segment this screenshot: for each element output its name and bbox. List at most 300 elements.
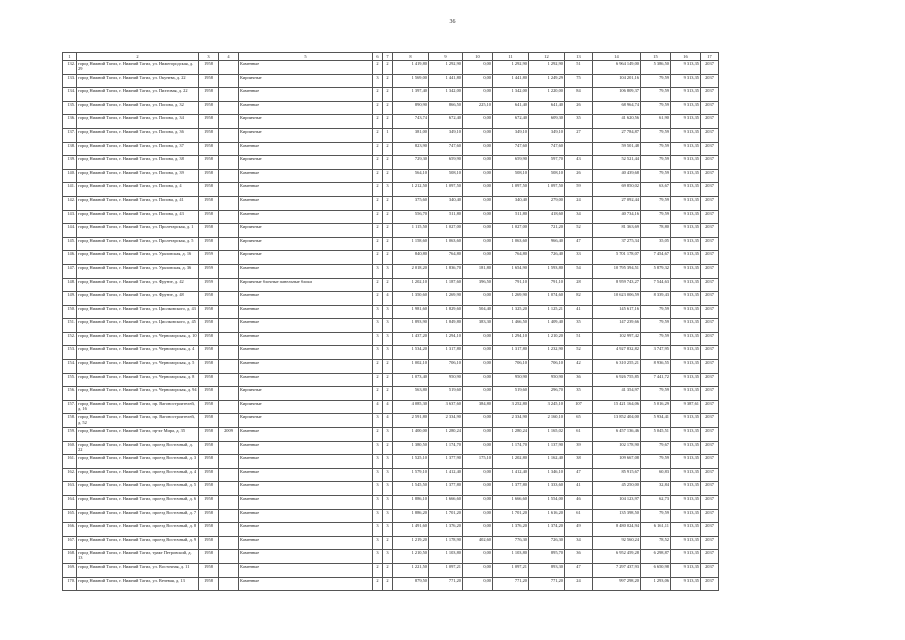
residents-cell: 27 bbox=[565, 128, 593, 142]
nonresidential-area-cell: 402,60 bbox=[463, 536, 493, 550]
row-number-cell: 165. bbox=[63, 509, 77, 523]
residents-cell: 34 bbox=[565, 210, 593, 224]
private-area-cell: 1 249,29 bbox=[529, 74, 565, 88]
repair-cost-cell: 40 439,68 bbox=[593, 169, 641, 183]
address-cell: город Нижний Тагил, г. Нижний Тагил, ул. Черноморская, д. 5 bbox=[77, 360, 199, 374]
residential-area-cell: 659,90 bbox=[493, 156, 529, 170]
wall-material-cell: Каменные bbox=[239, 61, 373, 75]
premises-area-cell: 1 187,60 bbox=[429, 278, 463, 292]
unit-cost-cell: 79,59 bbox=[641, 101, 671, 115]
build-year-cell: 1958 bbox=[199, 536, 219, 550]
premises-area-cell: 1 701,20 bbox=[429, 509, 463, 523]
unit-cost-cell: 79,59 bbox=[641, 169, 671, 183]
residents-cell: 52 bbox=[565, 346, 593, 360]
total-area-cell: 1 545,50 bbox=[393, 482, 429, 496]
total-area-cell: 1 210,50 bbox=[393, 550, 429, 564]
wall-material-cell: Каменные bbox=[239, 482, 373, 496]
premises-area-cell: 950,90 bbox=[429, 373, 463, 387]
floors-cell: 3 bbox=[373, 523, 383, 537]
unit-cost-cell: 79,59 bbox=[641, 74, 671, 88]
build-year-cell: 1958 bbox=[199, 496, 219, 510]
nonresidential-area-cell: 0,00 bbox=[463, 237, 493, 251]
wall-material-cell: Кирпичные bbox=[239, 74, 373, 88]
wall-material-cell: Кирпичные bbox=[239, 251, 373, 265]
total-area-cell: 1 202,10 bbox=[393, 278, 429, 292]
planned-year-cell: 2037 bbox=[701, 251, 719, 265]
residential-area-cell: 1 174,70 bbox=[493, 441, 529, 455]
planned-year-cell: 2037 bbox=[701, 482, 719, 496]
wall-material-cell: Каменные bbox=[239, 360, 373, 374]
address-cell: город Нижний Тагил, г. Нижний Тагил, ул. Окунева, д. 22 bbox=[77, 74, 199, 88]
residential-area-cell: 1 063,60 bbox=[493, 237, 529, 251]
wall-material-cell: Кирпичные bbox=[239, 400, 373, 414]
residential-area-cell: 1 654,90 bbox=[493, 264, 529, 278]
nonresidential-area-cell: 0,00 bbox=[463, 115, 493, 129]
nonresidential-area-cell: 181,80 bbox=[463, 264, 493, 278]
nonresidential-area-cell: 0,00 bbox=[463, 332, 493, 346]
entrances-cell: 3 bbox=[383, 455, 393, 469]
build-year-cell: 1958 bbox=[199, 292, 219, 306]
column-number: 16 bbox=[671, 53, 701, 61]
nonresidential-area-cell: 0,00 bbox=[463, 61, 493, 75]
address-cell: город Нижний Тагил, г. Нижний Тагил, ул. Попова, д. 43 bbox=[77, 210, 199, 224]
private-area-cell: 1 137,90 bbox=[529, 441, 565, 455]
premises-area-cell: 1 412,40 bbox=[429, 468, 463, 482]
wall-material-cell: Каменные bbox=[239, 468, 373, 482]
private-area-cell: 641,40 bbox=[529, 101, 565, 115]
column-number: 14 bbox=[593, 53, 641, 61]
nonresidential-area-cell: 0,00 bbox=[463, 210, 493, 224]
nonresidential-area-cell: 384,80 bbox=[463, 400, 493, 414]
nonresidential-area-cell: 0,00 bbox=[463, 414, 493, 428]
premises-area-cell: 1 294,10 bbox=[429, 332, 463, 346]
nonresidential-area-cell: 0,00 bbox=[463, 346, 493, 360]
build-year-cell: 1958 bbox=[199, 414, 219, 428]
unit-cost-cell: 6 298,87 bbox=[641, 550, 671, 564]
address-cell: город Нижний Тагил, г. Нижний Тагил, проезд Восточный, д. 4 bbox=[77, 468, 199, 482]
wall-material-cell: Каменные bbox=[239, 196, 373, 210]
entrances-cell: 3 bbox=[383, 509, 393, 523]
unit-cost-cell: 7 454,67 bbox=[641, 251, 671, 265]
max-unit-cost-cell: 9 313,35 bbox=[671, 536, 701, 550]
row-number-cell: 162. bbox=[63, 468, 77, 482]
repair-cost-cell: 59 501,48 bbox=[593, 142, 641, 156]
total-area-cell: 2 018,20 bbox=[393, 264, 429, 278]
total-area-cell: 375,60 bbox=[393, 196, 429, 210]
total-area-cell: 890,90 bbox=[393, 101, 429, 115]
wall-material-cell: Каменные bbox=[239, 428, 373, 442]
unit-cost-cell: 79,59 bbox=[641, 128, 671, 142]
repair-cost-cell: 104 123,97 bbox=[593, 496, 641, 510]
wall-material-cell: Каменные bbox=[239, 496, 373, 510]
floors-cell: 2 bbox=[373, 428, 383, 442]
unit-cost-cell: 5 879,32 bbox=[641, 264, 671, 278]
table-row bbox=[63, 523, 719, 537]
planned-year-cell: 2037 bbox=[701, 319, 719, 333]
residential-area-cell: 1 376,20 bbox=[493, 523, 529, 537]
build-year-cell: 1958 bbox=[199, 224, 219, 238]
reconstruction-year-cell bbox=[219, 373, 239, 387]
max-unit-cost-cell: 9 313,35 bbox=[671, 115, 701, 129]
max-unit-cost-cell: 9 313,35 bbox=[671, 156, 701, 170]
total-area-cell: 2 591,80 bbox=[393, 414, 429, 428]
reconstruction-year-cell bbox=[219, 128, 239, 142]
private-area-cell: 508,10 bbox=[529, 169, 565, 183]
max-unit-cost-cell: 9 313,35 bbox=[671, 88, 701, 102]
reconstruction-year-cell: 2009 bbox=[219, 428, 239, 442]
reconstruction-year-cell bbox=[219, 509, 239, 523]
reconstruction-year-cell bbox=[219, 101, 239, 115]
planned-year-cell: 2037 bbox=[701, 169, 719, 183]
planned-year-cell: 2037 bbox=[701, 101, 719, 115]
max-unit-cost-cell: 9 313,35 bbox=[671, 523, 701, 537]
entrances-cell: 2 bbox=[383, 360, 393, 374]
reconstruction-year-cell bbox=[219, 414, 239, 428]
row-number-cell: 166. bbox=[63, 523, 77, 537]
planned-year-cell: 2037 bbox=[701, 387, 719, 401]
column-number: 8 bbox=[393, 53, 429, 61]
total-area-cell: 1 158,60 bbox=[393, 237, 429, 251]
residential-area-cell: 764,80 bbox=[493, 251, 529, 265]
floors-cell: 2 bbox=[373, 128, 383, 142]
residential-area-cell: 771,20 bbox=[493, 577, 529, 591]
row-number-cell: 154. bbox=[63, 360, 77, 374]
max-unit-cost-cell: 9 313,35 bbox=[671, 319, 701, 333]
entrances-cell: 2 bbox=[383, 224, 393, 238]
private-area-cell: 771,20 bbox=[529, 577, 565, 591]
floors-cell: 3 bbox=[373, 74, 383, 88]
address-cell: город Нижний Тагил, г. Нижний Тагил, ул. Пролетарская, д. 1 bbox=[77, 224, 199, 238]
wall-material-cell: Каменные bbox=[239, 305, 373, 319]
total-area-cell: 1 115,50 bbox=[393, 224, 429, 238]
build-year-cell: 1959 bbox=[199, 264, 219, 278]
premises-area-cell: 511,80 bbox=[429, 210, 463, 224]
column-number: 17 bbox=[701, 53, 719, 61]
unit-cost-cell: 61,90 bbox=[641, 115, 671, 129]
residential-area-cell: 950,90 bbox=[493, 373, 529, 387]
max-unit-cost-cell: 9 313,35 bbox=[671, 482, 701, 496]
address-cell: город Нижний Тагил, г. Нижний Тагил, ул. Ураловская, д. 16 bbox=[77, 251, 199, 265]
unit-cost-cell: 60,83 bbox=[641, 468, 671, 482]
entrances-cell: 2 bbox=[383, 74, 393, 88]
nonresidential-area-cell: 0,00 bbox=[463, 523, 493, 537]
row-number-cell: 159. bbox=[63, 428, 77, 442]
premises-area-cell: 1 377,90 bbox=[429, 455, 463, 469]
max-unit-cost-cell: 9 313,35 bbox=[671, 210, 701, 224]
nonresidential-area-cell: 0,00 bbox=[463, 563, 493, 577]
unit-cost-cell: 8 339,43 bbox=[641, 292, 671, 306]
entrances-cell: 4 bbox=[383, 414, 393, 428]
repair-cost-cell: 102 997,42 bbox=[593, 332, 641, 346]
nonresidential-area-cell: 396,50 bbox=[463, 278, 493, 292]
row-number-cell: 169. bbox=[63, 563, 77, 577]
floors-cell: 2 bbox=[373, 88, 383, 102]
table-row bbox=[63, 563, 719, 577]
total-area-cell: 1 886,20 bbox=[393, 509, 429, 523]
table-row bbox=[63, 360, 719, 374]
residential-area-cell: 747,60 bbox=[493, 142, 529, 156]
premises-area-cell: 1 377,80 bbox=[429, 482, 463, 496]
repair-cost-cell: 81 363,69 bbox=[593, 224, 641, 238]
row-number-cell: 146. bbox=[63, 251, 77, 265]
reconstruction-year-cell bbox=[219, 496, 239, 510]
total-area-cell: 1 219,20 bbox=[393, 536, 429, 550]
total-area-cell: 729,30 bbox=[393, 156, 429, 170]
address-cell: город Нижний Тагил, г. Нижний Тагил, пр. Вагоностроителей, д. 16 bbox=[77, 400, 199, 414]
total-area-cell: 1 491,60 bbox=[393, 523, 429, 537]
floors-cell: 2 bbox=[373, 169, 383, 183]
table-row bbox=[63, 292, 719, 306]
row-number-cell: 161. bbox=[63, 455, 77, 469]
total-area-cell: 840,80 bbox=[393, 251, 429, 265]
table-row bbox=[63, 115, 719, 129]
repair-cost-cell: 7 297 437,93 bbox=[593, 563, 641, 577]
nonresidential-area-cell: 0,00 bbox=[463, 428, 493, 442]
build-year-cell: 1958 bbox=[199, 210, 219, 224]
repair-cost-cell: 6 964 149,00 bbox=[593, 61, 641, 75]
row-number-cell: 145. bbox=[63, 237, 77, 251]
housing-register-table bbox=[62, 52, 719, 591]
wall-material-cell: Кирпичные bbox=[239, 414, 373, 428]
residents-cell: 47 bbox=[565, 237, 593, 251]
wall-material-cell: Каменные bbox=[239, 183, 373, 197]
planned-year-cell: 2037 bbox=[701, 88, 719, 102]
residents-cell: 51 bbox=[565, 61, 593, 75]
max-unit-cost-cell: 9 313,35 bbox=[671, 278, 701, 292]
repair-cost-cell: 41 620,56 bbox=[593, 115, 641, 129]
entrances-cell: 3 bbox=[383, 332, 393, 346]
address-cell: город Нижний Тагил, г. Нижний Тагил, тракт Петровский, д. 13 bbox=[77, 550, 199, 564]
floors-cell: 3 bbox=[373, 509, 383, 523]
private-area-cell: 726,40 bbox=[529, 251, 565, 265]
total-area-cell: 879,50 bbox=[393, 577, 429, 591]
wall-material-cell: Каменные bbox=[239, 346, 373, 360]
max-unit-cost-cell: 9 313,35 bbox=[671, 196, 701, 210]
planned-year-cell: 2037 bbox=[701, 210, 719, 224]
table-row bbox=[63, 455, 719, 469]
private-area-cell: 791,10 bbox=[529, 278, 565, 292]
row-number-cell: 148. bbox=[63, 278, 77, 292]
floors-cell: 3 bbox=[373, 332, 383, 346]
table-row bbox=[63, 332, 719, 346]
row-number-cell: 164. bbox=[63, 496, 77, 510]
private-area-cell: 726,30 bbox=[529, 536, 565, 550]
private-area-cell: 279,00 bbox=[529, 196, 565, 210]
residents-cell: 24 bbox=[565, 196, 593, 210]
reconstruction-year-cell bbox=[219, 468, 239, 482]
max-unit-cost-cell: 9 313,35 bbox=[671, 305, 701, 319]
repair-cost-cell: 6 457 136,46 bbox=[593, 428, 641, 442]
entrances-cell: 2 bbox=[383, 88, 393, 102]
wall-material-cell: Каменные bbox=[239, 142, 373, 156]
residents-cell: 82 bbox=[565, 292, 593, 306]
total-area-cell: 1 397,40 bbox=[393, 88, 429, 102]
residents-cell: 47 bbox=[565, 563, 593, 577]
residents-cell: 84 bbox=[565, 88, 593, 102]
residents-cell: 49 bbox=[565, 523, 593, 537]
entrances-cell: 2 bbox=[383, 115, 393, 129]
unit-cost-cell: 79,59 bbox=[641, 305, 671, 319]
repair-cost-cell: 27 784,87 bbox=[593, 128, 641, 142]
repair-cost-cell: 8 959 743,27 bbox=[593, 278, 641, 292]
residents-cell: 35 bbox=[565, 319, 593, 333]
build-year-cell: 1958 bbox=[199, 237, 219, 251]
entrances-cell: 4 bbox=[383, 292, 393, 306]
nonresidential-area-cell: 175,10 bbox=[463, 455, 493, 469]
build-year-cell: 1958 bbox=[199, 196, 219, 210]
unit-cost-cell: 79,67 bbox=[641, 441, 671, 455]
total-area-cell: 1 579,10 bbox=[393, 468, 429, 482]
repair-cost-cell: 106 809,37 bbox=[593, 88, 641, 102]
floors-cell: 2 bbox=[373, 115, 383, 129]
unit-cost-cell: 78,80 bbox=[641, 224, 671, 238]
entrances-cell: 2 bbox=[383, 251, 393, 265]
max-unit-cost-cell: 9 313,35 bbox=[671, 237, 701, 251]
unit-cost-cell: 5 934,41 bbox=[641, 414, 671, 428]
address-cell: город Нижний Тагил, г. Нижний Тагил, ул. Попова, д. 4 bbox=[77, 183, 199, 197]
total-area-cell: 563,80 bbox=[393, 387, 429, 401]
unit-cost-cell: 79,59 bbox=[641, 332, 671, 346]
column-number: 7 bbox=[383, 53, 393, 61]
address-cell: город Нижний Тагил, г. Нижний Тагил, проезд Восточный, д. 8 bbox=[77, 523, 199, 537]
repair-cost-cell: 52 521,44 bbox=[593, 156, 641, 170]
total-area-cell: 1 380,50 bbox=[393, 441, 429, 455]
reconstruction-year-cell bbox=[219, 292, 239, 306]
residents-cell: 46 bbox=[565, 496, 593, 510]
reconstruction-year-cell bbox=[219, 224, 239, 238]
premises-area-cell: 866,50 bbox=[429, 101, 463, 115]
table-row bbox=[63, 482, 719, 496]
repair-cost-cell: 4 927 832,82 bbox=[593, 346, 641, 360]
residential-area-cell: 511,80 bbox=[493, 210, 529, 224]
floors-cell: 3 bbox=[373, 414, 383, 428]
reconstruction-year-cell bbox=[219, 196, 239, 210]
reconstruction-year-cell bbox=[219, 346, 239, 360]
entrances-cell: 2 bbox=[383, 536, 393, 550]
build-year-cell: 1958 bbox=[199, 183, 219, 197]
premises-area-cell: 1 317,80 bbox=[429, 346, 463, 360]
table-row bbox=[63, 169, 719, 183]
premises-area-cell: 747,60 bbox=[429, 142, 463, 156]
residents-cell: 47 bbox=[565, 468, 593, 482]
row-number-cell: 167. bbox=[63, 536, 77, 550]
table-row bbox=[63, 536, 719, 550]
private-area-cell: 1 593,80 bbox=[529, 264, 565, 278]
max-unit-cost-cell: 9 313,35 bbox=[671, 251, 701, 265]
planned-year-cell: 2037 bbox=[701, 509, 719, 523]
total-area-cell: 1 400,00 bbox=[393, 428, 429, 442]
nonresidential-area-cell: 0,00 bbox=[463, 550, 493, 564]
private-area-cell: 747,60 bbox=[529, 142, 565, 156]
column-number: 10 bbox=[463, 53, 493, 61]
total-area-cell: 823,90 bbox=[393, 142, 429, 156]
premises-area-cell: 1 178,90 bbox=[429, 536, 463, 550]
max-unit-cost-cell: 9 313,35 bbox=[671, 455, 701, 469]
max-unit-cost-cell: 9 313,35 bbox=[671, 563, 701, 577]
unit-cost-cell: 7 544,63 bbox=[641, 278, 671, 292]
build-year-cell: 1958 bbox=[199, 128, 219, 142]
reconstruction-year-cell bbox=[219, 142, 239, 156]
column-number: 2 bbox=[77, 53, 199, 61]
total-area-cell: 564,10 bbox=[393, 169, 429, 183]
row-number-cell: 141. bbox=[63, 183, 77, 197]
premises-area-cell: 1 829,60 bbox=[429, 305, 463, 319]
wall-material-cell: Каменные bbox=[239, 523, 373, 537]
build-year-cell: 1958 bbox=[199, 482, 219, 496]
table-row bbox=[63, 101, 719, 115]
entrances-cell: 3 bbox=[383, 496, 393, 510]
planned-year-cell: 2037 bbox=[701, 360, 719, 374]
address-cell: город Нижний Тагил, г. Нижний Тагил, ул. Попова, д. 36 bbox=[77, 128, 199, 142]
entrances-cell: 4 bbox=[383, 400, 393, 414]
repair-cost-cell: 68 964,74 bbox=[593, 101, 641, 115]
premises-area-cell: 1 666,60 bbox=[429, 496, 463, 510]
private-area-cell: 1 333,60 bbox=[529, 482, 565, 496]
entrances-cell: 3 bbox=[383, 183, 393, 197]
max-unit-cost-cell: 9 313,35 bbox=[671, 224, 701, 238]
planned-year-cell: 2037 bbox=[701, 455, 719, 469]
wall-material-cell: Каменные bbox=[239, 292, 373, 306]
residential-area-cell: 340,40 bbox=[493, 196, 529, 210]
address-cell: город Нижний Тагил, г. Нижний Тагил, ул. Фрунзе, д. 48 bbox=[77, 292, 199, 306]
residents-cell: 28 bbox=[565, 278, 593, 292]
residential-area-cell: 3 252,80 bbox=[493, 400, 529, 414]
build-year-cell: 1958 bbox=[199, 319, 219, 333]
private-area-cell: 1 165,02 bbox=[529, 428, 565, 442]
unit-cost-cell: 5 386,50 bbox=[641, 61, 671, 75]
wall-material-cell: Каменные bbox=[239, 563, 373, 577]
total-area-cell: 1 893,90 bbox=[393, 319, 429, 333]
floors-cell: 2 bbox=[373, 224, 383, 238]
wall-material-cell: Кирпичные bbox=[239, 237, 373, 251]
repair-cost-cell: 10 623 006,59 bbox=[593, 292, 641, 306]
column-number: 11 bbox=[493, 53, 529, 61]
row-number-cell: 153. bbox=[63, 346, 77, 360]
max-unit-cost-cell: 9 313,35 bbox=[671, 577, 701, 591]
reconstruction-year-cell bbox=[219, 400, 239, 414]
private-area-cell: 1 346,10 bbox=[529, 468, 565, 482]
nonresidential-area-cell: 0,00 bbox=[463, 482, 493, 496]
planned-year-cell: 2037 bbox=[701, 373, 719, 387]
max-unit-cost-cell: 9 313,35 bbox=[671, 183, 701, 197]
wall-material-cell: Каменные bbox=[239, 88, 373, 102]
table-row bbox=[63, 509, 719, 523]
unit-cost-cell: 3 747,95 bbox=[641, 346, 671, 360]
repair-cost-cell: 85 915,67 bbox=[593, 468, 641, 482]
address-cell: город Нижний Тагил, г. Нижний Тагил, ул. Попова, д. 34 bbox=[77, 115, 199, 129]
reconstruction-year-cell bbox=[219, 563, 239, 577]
address-cell: город Нижний Тагил, г. Нижний Тагил, проезд Восточный, д. 9 bbox=[77, 536, 199, 550]
entrances-cell: 2 bbox=[383, 142, 393, 156]
wall-material-cell: Каменные bbox=[239, 536, 373, 550]
address-cell: город Нижний Тагил, г. Нижний Тагил, ул. Циолковского, д. 43 bbox=[77, 305, 199, 319]
row-number-cell: 144. bbox=[63, 224, 77, 238]
unit-cost-cell: 79,59 bbox=[641, 387, 671, 401]
wall-material-cell: Каменные bbox=[239, 373, 373, 387]
build-year-cell: 1958 bbox=[199, 523, 219, 537]
build-year-cell: 1958 bbox=[199, 115, 219, 129]
private-area-cell: 2 160,10 bbox=[529, 414, 565, 428]
floors-cell: 2 bbox=[373, 156, 383, 170]
table-row bbox=[63, 468, 719, 482]
row-number-cell: 132. bbox=[63, 61, 77, 75]
build-year-cell: 1958 bbox=[199, 455, 219, 469]
reconstruction-year-cell bbox=[219, 61, 239, 75]
build-year-cell: 1958 bbox=[199, 142, 219, 156]
wall-material-cell: Кирпичные блочные панельные блоки bbox=[239, 278, 373, 292]
table-row bbox=[63, 496, 719, 510]
column-number: 6 bbox=[373, 53, 383, 61]
